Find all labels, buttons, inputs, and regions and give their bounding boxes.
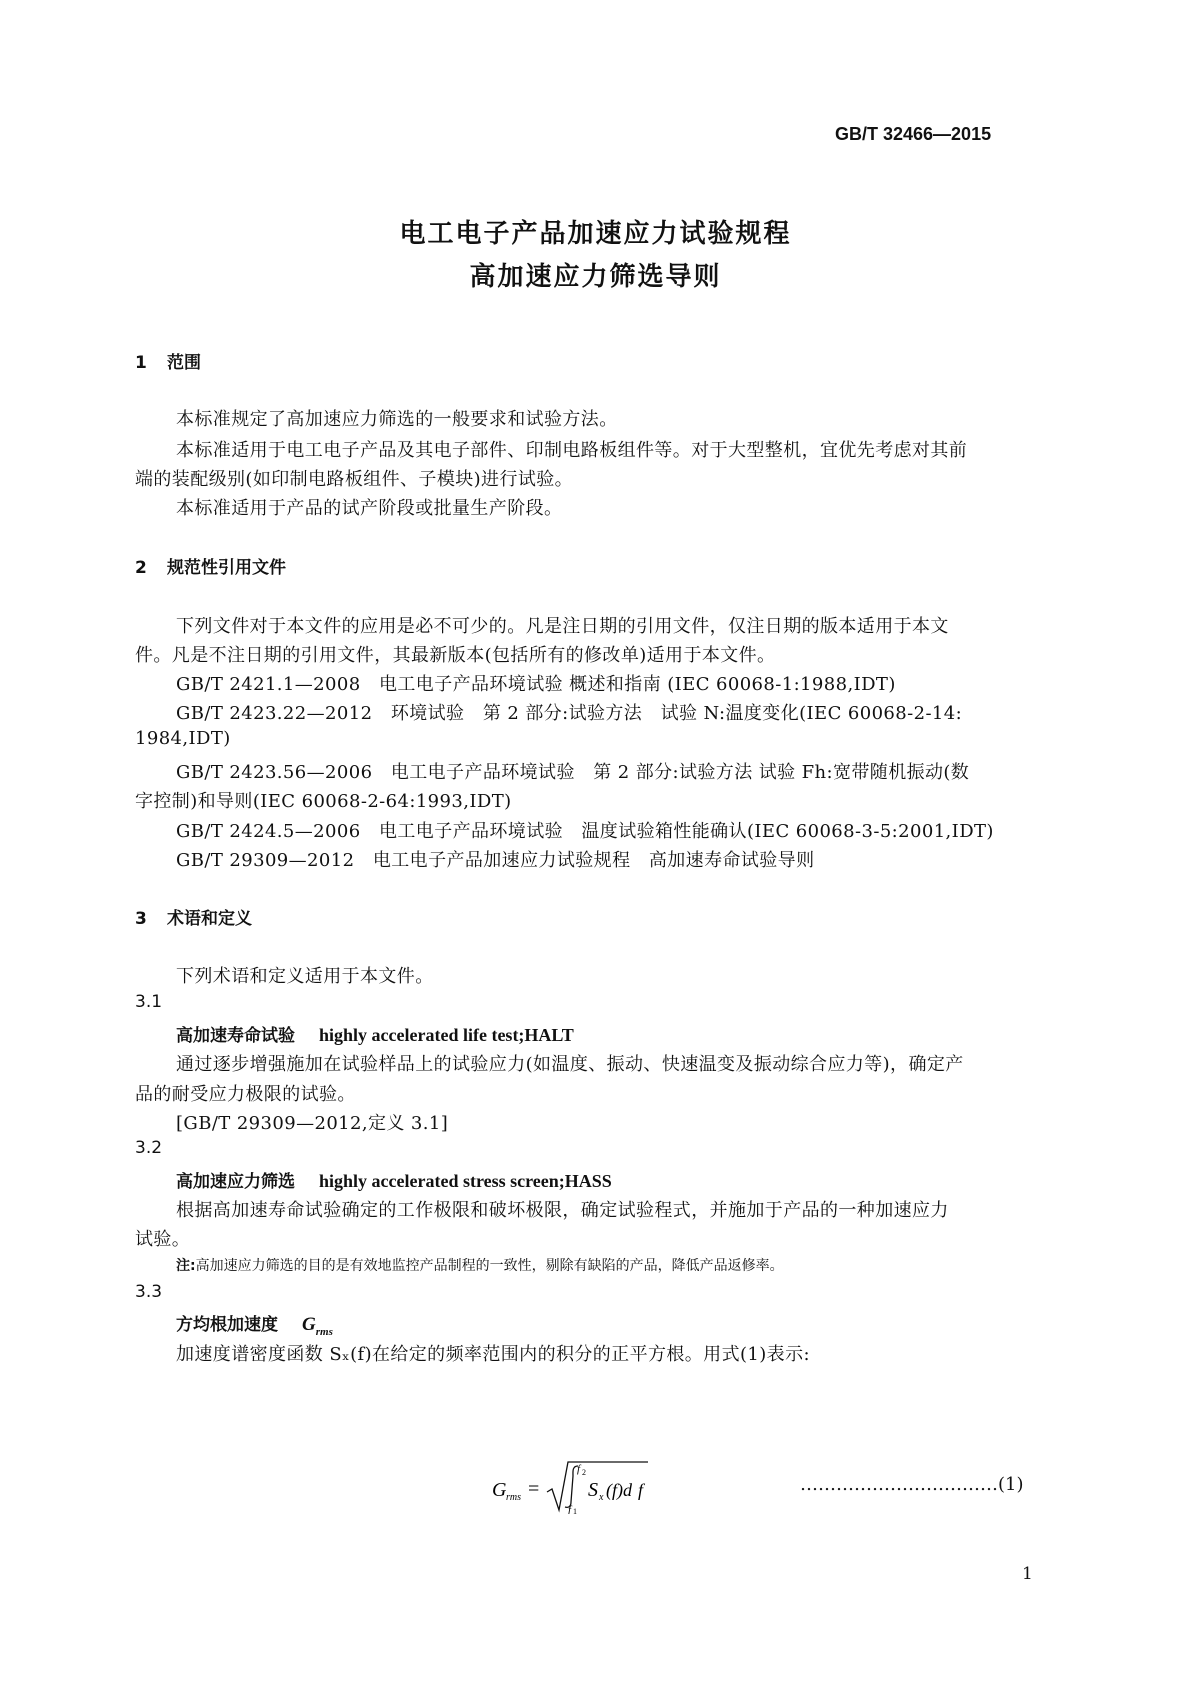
section-number: 3 xyxy=(135,909,147,929)
section-title: 术语和定义 xyxy=(167,909,252,929)
formula-1 xyxy=(492,1458,702,1514)
term-definition: 通过逐步增强施加在试验样品上的试验应力(如温度、振动、快速温变及振动综合应力等)，确定产 xyxy=(176,1054,964,1075)
formula-integrand-subscript: x xyxy=(599,1492,604,1503)
term-number: 3.1 xyxy=(135,992,163,1012)
note-text: 高加速应力筛选的目的是有效地监控产品制程的一致性，剔除有缺陷的产品，降低产品返修率。 xyxy=(195,1258,784,1274)
formula-lhs: G xyxy=(492,1479,507,1501)
reference-item: GB/T 29309—2012 电工电子产品加速应力试验规程 高加速寿命试验导则 xyxy=(176,850,815,871)
section-number: 2 xyxy=(135,558,147,578)
formula-argument: (f)d xyxy=(606,1480,632,1500)
page-number: 1 xyxy=(1022,1564,1033,1584)
document-title-line2: 高加速应力筛选导则 xyxy=(469,262,722,292)
paragraph-continuation: 件。凡是不注日期的引用文件，其最新版本(包括所有的修改单)适用于本文件。 xyxy=(135,645,776,666)
note-label: 注: xyxy=(176,1258,196,1274)
term-definition-continuation: 品的耐受应力极限的试验。 xyxy=(135,1084,356,1105)
term-heading xyxy=(176,1310,333,1338)
reference-item-continuation: 字控制)和导则(IEC 60068-2-64:1993,IDT) xyxy=(135,791,512,812)
standard-number: GB/T 32466—2015 xyxy=(835,124,992,144)
term-note xyxy=(176,1255,784,1275)
term-chinese: 方均根加速度 xyxy=(176,1315,278,1335)
integral-lower-limit: f xyxy=(568,1504,572,1514)
formula-differential-variable: f xyxy=(638,1480,644,1500)
formula-lhs-subscript: rms xyxy=(506,1492,522,1503)
section-title: 规范性引用文件 xyxy=(167,558,286,578)
section-2-heading xyxy=(135,553,286,578)
document-title-line1: 电工电子产品加速应力试验规程 xyxy=(399,219,792,249)
paragraph: 下列术语和定义适用于本文件。 xyxy=(176,966,434,987)
term-chinese: 高加速应力筛选 xyxy=(176,1172,295,1192)
term-heading xyxy=(176,1021,574,1046)
section-title: 范围 xyxy=(167,353,201,373)
formula-integrand: S xyxy=(588,1479,598,1501)
paragraph: 下列文件对于本文件的应用是必不可少的。凡是注日期的引用文件，仅注日期的版本适用于本文 xyxy=(176,616,949,637)
integral-upper-limit: f xyxy=(577,1463,581,1475)
term-symbol: $G_{rms}$ xyxy=(302,1314,333,1338)
section-number: 1 xyxy=(135,353,147,373)
formula-equals: = xyxy=(528,1478,540,1500)
term-chinese: 高加速寿命试验 xyxy=(176,1026,295,1046)
reference-item: GB/T 2424.5—2006 电工电子产品环境试验 温度试验箱性能确认(IEC 60068-3-5:2001,IDT) xyxy=(176,821,994,842)
paragraph: 本标准规定了高加速应力筛选的一般要求和试验方法。 xyxy=(176,409,618,430)
reference-item: GB/T 2423.22—2012 环境试验 第 2 部分:试验方法 试验 N:温度变化(IEC 60068-2-14: xyxy=(176,703,963,724)
term-english: highly accelerated stress screen;HASS xyxy=(319,1171,612,1191)
section-3-heading xyxy=(135,904,252,929)
reference-item-continuation: 1984,IDT) xyxy=(135,728,231,749)
paragraph: 本标准适用于产品的试产阶段或批量生产阶段。 xyxy=(176,498,563,519)
integral-upper-limit-subscript: 2 xyxy=(582,1468,586,1477)
equation-number: ……………………………(1) xyxy=(800,1474,1024,1495)
term-heading xyxy=(176,1167,612,1192)
term-source: [GB/T 29309—2012,定义 3.1] xyxy=(176,1113,449,1134)
term-number: 3.2 xyxy=(135,1138,163,1158)
reference-item: GB/T 2423.56—2006 电工电子产品环境试验 第 2 部分:试验方法 试验 Fh:宽带随机振动(数 xyxy=(176,762,970,783)
term-number: 3.3 xyxy=(135,1282,163,1302)
paragraph-continuation: 端的装配级别(如印制电路板组件、子模块)进行试验。 xyxy=(135,469,574,490)
term-definition: 加速度谱密度函数 Sₓ(f)在给定的频率范围内的积分的正平方根。用式(1)表示: xyxy=(176,1344,810,1365)
section-1-heading xyxy=(135,348,201,373)
term-definition-continuation: 试验。 xyxy=(135,1229,191,1250)
reference-item: GB/T 2421.1—2008 电工电子产品环境试验 概述和指南 (IEC 60068-1:1988,IDT) xyxy=(176,674,896,695)
term-definition: 根据高加速寿命试验确定的工作极限和破坏极限，确定试验程式，并施加于产品的一种加速应力 xyxy=(176,1200,949,1221)
term-english: highly accelerated life test;HALT xyxy=(319,1025,574,1045)
paragraph: 本标准适用于电工电子产品及其电子部件、印制电路板组件等。对于大型整机，宜优先考虑对其前 xyxy=(176,440,968,461)
integral-lower-limit-subscript: 1 xyxy=(573,1507,577,1514)
